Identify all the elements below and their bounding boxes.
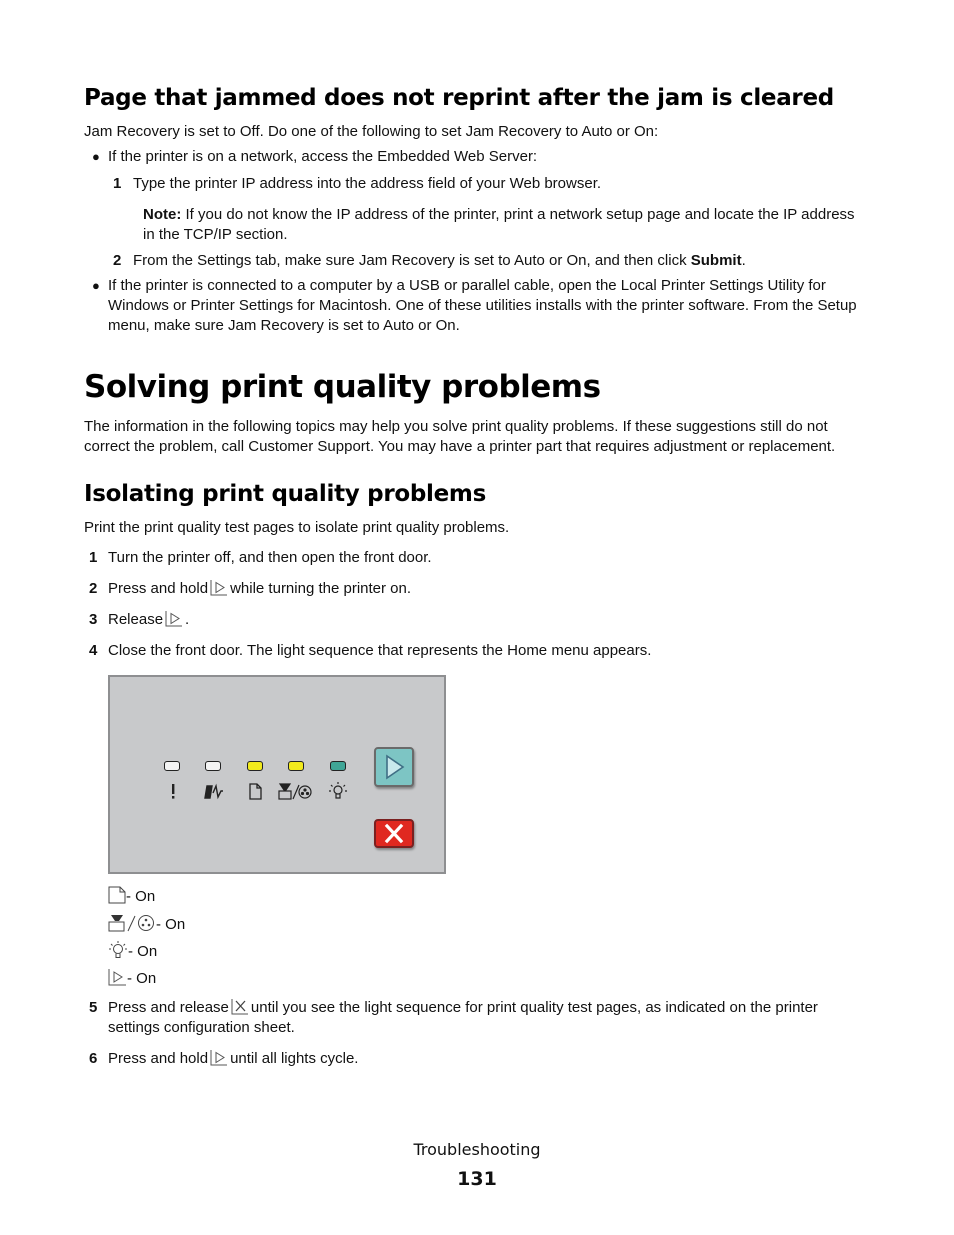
step-text: [108, 998, 818, 1018]
step-number: 4: [89, 642, 98, 659]
paper-jam-light: [205, 761, 221, 771]
paragraph: Print the print quality test pages to isolate print quality problems.: [84, 519, 510, 536]
list-item-continued: menu, make sure Jam Recovery is set to Auto or On.: [108, 317, 460, 334]
exclamation-icon: [172, 784, 174, 799]
paper-jam-icon: [205, 786, 223, 798]
step-text-part: until you see the light sequence for print quality test pages, as indicated on the printer: [250, 999, 818, 1016]
legend-item-paper: [108, 886, 155, 907]
step-text-part: Press and hold: [108, 1050, 209, 1067]
step-text: Turn the printer off, and then open the front door.: [108, 549, 432, 566]
section-heading-solving: Solving print quality problems: [84, 369, 601, 405]
toner-light: [288, 761, 304, 771]
paragraph: Jam Recovery is set to Off. Do one of the following to set Jam Recovery to Auto or On:: [84, 123, 659, 140]
panel-icons: [150, 781, 360, 805]
paragraph: The information in the following topics may help you solve print quality problems. If these suggestions still do not: [84, 418, 828, 435]
step-text-part: until all lights cycle.: [230, 1050, 359, 1067]
ready-light-icon: [329, 782, 347, 798]
step-number: 5: [89, 999, 98, 1016]
go-button-icon: [108, 968, 127, 986]
legend-item-toner: [108, 914, 185, 935]
step-text-part: Release: [108, 611, 164, 628]
step-text: [108, 579, 411, 599]
section-heading-jam-reprint: Page that jammed does not reprint after the jam is cleared: [84, 85, 834, 111]
note-label: Note:: [143, 206, 182, 223]
step-number: 1: [89, 549, 98, 566]
legend-text: - On: [126, 888, 156, 905]
step-number: 6: [89, 1050, 98, 1067]
legend-text: - On: [156, 916, 186, 933]
list-item-continued: Windows or Printer Settings for Macintosh. One of these utilities installs with the printer software. From the Setup: [108, 297, 857, 314]
step-text-part: Press and release: [108, 999, 229, 1016]
section-heading-isolating: Isolating print quality problems: [84, 481, 486, 507]
step-text-part: while turning the printer on.: [230, 580, 412, 597]
load-paper-light: [247, 761, 263, 771]
step-text: [108, 1049, 358, 1069]
page-number: 131: [457, 1168, 497, 1190]
step-number: 2: [113, 252, 122, 269]
paragraph-continued: correct the problem, call Customer Support. You may have a printer part that requires adjustment or replacement.: [84, 438, 836, 455]
step-number: 2: [89, 580, 98, 597]
toner-icon: [108, 914, 156, 932]
note-text: If you do not know the IP address of the printer, print a network setup page and locate the IP address: [181, 206, 855, 223]
ready-light: [330, 761, 346, 771]
cancel-x-icon: [376, 821, 412, 846]
go-button[interactable]: [374, 747, 414, 787]
play-icon: [376, 749, 412, 785]
step-text-end: .: [741, 252, 746, 269]
list-item: If the printer is on a network, access the Embedded Web Server:: [108, 148, 538, 165]
go-button-icon: [210, 579, 228, 596]
go-button-icon: [165, 610, 183, 627]
printer-control-panel: [108, 675, 446, 874]
load-paper-icon: [108, 886, 126, 904]
stop-button-icon: [231, 998, 249, 1015]
step-text-part: .: [185, 611, 190, 628]
list-item: If the printer is connected to a computer by a USB or parallel cable, open the Local Printer Settings Utility for: [108, 277, 826, 294]
legend-text: - On: [127, 970, 157, 987]
note: [143, 205, 855, 225]
stop-button[interactable]: [374, 819, 414, 848]
legend-text: - On: [128, 943, 158, 960]
step-text-part: Press and hold: [108, 580, 209, 597]
ready-light-icon: [108, 941, 128, 959]
bullet-icon: ●: [92, 278, 100, 293]
step-text: [133, 251, 746, 271]
step-text-part: From the Settings tab, make sure Jam Recovery is set to Auto or On, and then click: [133, 252, 691, 269]
go-button-icon: [210, 1049, 228, 1066]
step-text: Type the printer IP address into the address field of your Web browser.: [133, 175, 602, 192]
footer-section-label: Troubleshooting: [413, 1140, 541, 1159]
submit-label: Submit: [690, 252, 742, 269]
toner-icon: [279, 784, 311, 799]
bullet-icon: ●: [92, 149, 100, 164]
step-text-continued: settings configuration sheet.: [108, 1019, 295, 1036]
step-number: 1: [113, 175, 122, 192]
legend-item-go: [108, 968, 156, 989]
legend-item-ready: [108, 941, 157, 962]
step-number: 3: [89, 611, 98, 628]
error-light: [164, 761, 180, 771]
load-paper-icon: [250, 784, 261, 799]
step-text: Close the front door. The light sequence that represents the Home menu appears.: [108, 642, 652, 659]
note-continued: in the TCP/IP section.: [143, 226, 288, 243]
step-text: [108, 610, 189, 630]
